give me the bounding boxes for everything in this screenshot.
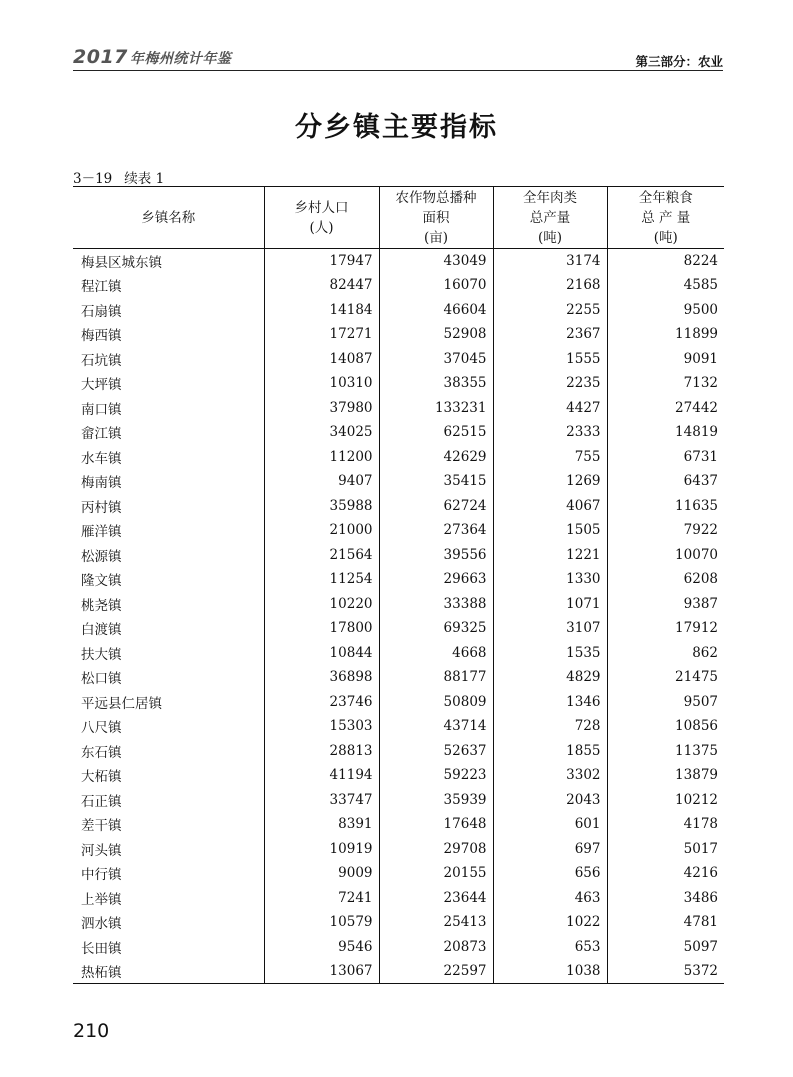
grain-output: 4585	[607, 273, 724, 298]
table-row	[73, 714, 724, 739]
sown-area: 42629	[379, 445, 493, 470]
sown-area: 29663	[379, 567, 493, 592]
yearbook-name: 年梅州统计年鉴	[129, 51, 232, 67]
table-number: 3－19	[73, 171, 113, 187]
rural-population: 10844	[264, 641, 379, 666]
meat-output: 601	[493, 812, 607, 837]
rural-population: 21564	[264, 543, 379, 568]
rural-population: 14087	[264, 347, 379, 372]
township-name: 差干镇	[81, 818, 122, 835]
rural-population: 10220	[264, 592, 379, 617]
township-name: 八尺镇	[81, 720, 122, 737]
township-name: 长田镇	[81, 940, 122, 957]
grain-output: 6208	[607, 567, 724, 592]
sown-area: 52908	[379, 322, 493, 347]
rural-population: 9407	[264, 469, 379, 494]
table-row	[73, 396, 724, 421]
rural-population: 17947	[264, 249, 379, 274]
sown-area: 33388	[379, 592, 493, 617]
meat-output: 1269	[493, 469, 607, 494]
township-name: 河头镇	[81, 842, 122, 859]
column-header-line: 总产量	[529, 209, 571, 226]
sown-area: 27364	[379, 518, 493, 543]
grain-output-header	[607, 187, 724, 249]
township-name: 大坪镇	[81, 377, 122, 394]
rural-population: 35988	[264, 494, 379, 519]
table-row	[73, 665, 724, 690]
grain-output: 9500	[607, 298, 724, 323]
township-name: 丙村镇	[81, 499, 122, 516]
table-row	[73, 861, 724, 886]
rural-population: 9009	[264, 861, 379, 886]
sown-area: 35939	[379, 788, 493, 813]
meat-output: 4067	[493, 494, 607, 519]
page-number: 210	[73, 1020, 110, 1042]
township-name: 扶大镇	[81, 646, 122, 663]
grain-output: 11899	[607, 322, 724, 347]
rural-population: 23746	[264, 690, 379, 715]
township-name: 石扇镇	[81, 303, 122, 320]
rural-population: 7241	[264, 886, 379, 911]
grain-output: 10212	[607, 788, 724, 813]
grain-output: 4178	[607, 812, 724, 837]
rural-population: 37980	[264, 396, 379, 421]
township-name: 石坑镇	[81, 352, 122, 369]
grain-output: 4216	[607, 861, 724, 886]
meat-output: 1555	[493, 347, 607, 372]
table-row	[73, 739, 724, 764]
township-name: 南口镇	[81, 401, 122, 418]
rural-population: 9546	[264, 935, 379, 960]
rural-population: 82447	[264, 273, 379, 298]
sown-area: 25413	[379, 910, 493, 935]
meat-output: 656	[493, 861, 607, 886]
column-header-line: 全年粮食	[638, 189, 693, 206]
sown-area: 37045	[379, 347, 493, 372]
township-name: 梅西镇	[81, 328, 122, 345]
meat-output: 1535	[493, 641, 607, 666]
meat-output: 2168	[493, 273, 607, 298]
meat-output: 4427	[493, 396, 607, 421]
rural-population: 28813	[264, 739, 379, 764]
sown-area: 20873	[379, 935, 493, 960]
grain-output: 27442	[607, 396, 724, 421]
township-name: 程江镇	[81, 279, 122, 296]
table-row	[73, 543, 724, 568]
township-name: 水车镇	[81, 450, 122, 467]
table-row	[73, 371, 724, 396]
grain-output: 13879	[607, 763, 724, 788]
township-name: 大柘镇	[81, 769, 122, 786]
sown-area: 43049	[379, 249, 493, 274]
table-header-row	[73, 187, 724, 249]
township-name: 上举镇	[81, 891, 122, 908]
grain-output: 5017	[607, 837, 724, 862]
rural-population: 11200	[264, 445, 379, 470]
sown-area: 46604	[379, 298, 493, 323]
column-header-line: (吨)	[653, 229, 678, 246]
yearbook-year: 2017	[73, 46, 128, 68]
meat-output-header	[493, 187, 607, 249]
sown-area: 52637	[379, 739, 493, 764]
meat-output: 2043	[493, 788, 607, 813]
meat-output: 2255	[493, 298, 607, 323]
table-row	[73, 763, 724, 788]
table-caption	[73, 167, 164, 187]
sown-area: 38355	[379, 371, 493, 396]
township-name: 泗水镇	[81, 916, 122, 933]
table-row	[73, 641, 724, 666]
rural-population: 33747	[264, 788, 379, 813]
meat-output: 3174	[493, 249, 607, 274]
column-header-line: (亩)	[423, 229, 449, 246]
rural-population: 11254	[264, 567, 379, 592]
rural-population: 36898	[264, 665, 379, 690]
township-name: 隆文镇	[81, 573, 122, 590]
rural-population: 17271	[264, 322, 379, 347]
table-row	[73, 788, 724, 813]
rural-population: 8391	[264, 812, 379, 837]
grain-output: 6731	[607, 445, 724, 470]
table-continuation: 续表 1	[124, 171, 165, 187]
table-row	[73, 322, 724, 347]
table-row	[73, 690, 724, 715]
sown-area: 22597	[379, 959, 493, 984]
table-row	[73, 249, 724, 274]
rural-population: 15303	[264, 714, 379, 739]
column-header-line: 农作物总播种	[395, 189, 477, 206]
grain-output: 10856	[607, 714, 724, 739]
column-header-line: 面积	[422, 209, 450, 226]
column-header-line: 乡村人口	[294, 199, 349, 216]
meat-output: 2235	[493, 371, 607, 396]
grain-output: 8224	[607, 249, 724, 274]
table-row	[73, 420, 724, 445]
meat-output: 1330	[493, 567, 607, 592]
sown-area: 39556	[379, 543, 493, 568]
township-name: 平远县仁居镇	[81, 695, 162, 712]
township-name: 石正镇	[81, 793, 122, 810]
township-name: 梅县区城东镇	[81, 255, 162, 271]
sown-area: 35415	[379, 469, 493, 494]
column-header-line: 总 产 量	[641, 209, 691, 226]
meat-output: 463	[493, 886, 607, 911]
meat-output: 1505	[493, 518, 607, 543]
sown-area: 16070	[379, 273, 493, 298]
grain-output: 5372	[607, 959, 724, 984]
sown-area: 23644	[379, 886, 493, 911]
meat-output: 1221	[493, 543, 607, 568]
table-row	[73, 837, 724, 862]
grain-output: 6437	[607, 469, 724, 494]
running-header	[73, 44, 723, 71]
township-name-header	[73, 187, 264, 249]
grain-output: 9387	[607, 592, 724, 617]
table-row	[73, 592, 724, 617]
sown-area: 43714	[379, 714, 493, 739]
rural-population: 34025	[264, 420, 379, 445]
table-row	[73, 567, 724, 592]
sown-area: 20155	[379, 861, 493, 886]
meat-output: 4829	[493, 665, 607, 690]
column-header-line: 全年肉类	[523, 189, 577, 206]
table-row	[73, 616, 724, 641]
meat-output: 697	[493, 837, 607, 862]
grain-output: 14819	[607, 420, 724, 445]
township-name: 松口镇	[81, 671, 122, 688]
sown-area: 88177	[379, 665, 493, 690]
meat-output: 1855	[493, 739, 607, 764]
township-name: 中行镇	[81, 867, 122, 884]
meat-output: 2333	[493, 420, 607, 445]
meat-output: 3302	[493, 763, 607, 788]
township-name: 梅南镇	[81, 475, 122, 492]
meat-output: 1346	[493, 690, 607, 715]
grain-output: 3486	[607, 886, 724, 911]
page-title: 分乡镇主要指标	[295, 112, 498, 143]
table-row	[73, 812, 724, 837]
township-name: 白渡镇	[81, 622, 122, 639]
grain-output: 11375	[607, 739, 724, 764]
grain-output: 5097	[607, 935, 724, 960]
section-label: 第三部分：农业	[635, 54, 723, 69]
meat-output: 2367	[493, 322, 607, 347]
grain-output: 862	[607, 641, 724, 666]
sown-area: 133231	[379, 396, 493, 421]
township-indicators-table	[73, 186, 724, 984]
meat-output: 3107	[493, 616, 607, 641]
grain-output: 10070	[607, 543, 724, 568]
table-row	[73, 273, 724, 298]
grain-output: 9091	[607, 347, 724, 372]
rural-population: 17800	[264, 616, 379, 641]
grain-output: 17912	[607, 616, 724, 641]
table-row	[73, 886, 724, 911]
sown-area: 29708	[379, 837, 493, 862]
table-row	[73, 959, 724, 984]
rural-population: 41194	[264, 763, 379, 788]
table-row	[73, 910, 724, 935]
township-name: 畲江镇	[81, 426, 122, 443]
rural-population: 10579	[264, 910, 379, 935]
sown-area: 50809	[379, 690, 493, 715]
rural-population: 13067	[264, 959, 379, 984]
rural-population: 10310	[264, 371, 379, 396]
township-name: 桃尧镇	[81, 597, 122, 614]
table-row	[73, 347, 724, 372]
grain-output: 21475	[607, 665, 724, 690]
column-header-line: (吨)	[537, 229, 563, 246]
sown-area: 62515	[379, 420, 493, 445]
meat-output: 728	[493, 714, 607, 739]
township-name: 东石镇	[81, 744, 122, 761]
meat-output: 653	[493, 935, 607, 960]
table-row	[73, 298, 724, 323]
table-row	[73, 445, 724, 470]
township-name: 松源镇	[81, 548, 122, 565]
meat-output: 1038	[493, 959, 607, 984]
table-row	[73, 518, 724, 543]
sown-area: 4668	[379, 641, 493, 666]
table-row	[73, 469, 724, 494]
table-row	[73, 935, 724, 960]
table-row	[73, 494, 724, 519]
sown-area: 17648	[379, 812, 493, 837]
grain-output: 7132	[607, 371, 724, 396]
grain-output: 7922	[607, 518, 724, 543]
table-body	[73, 249, 724, 984]
yearbook-brand	[73, 46, 231, 68]
sown-area-header	[379, 187, 493, 249]
grain-output: 11635	[607, 494, 724, 519]
township-name: 热柘镇	[73, 959, 264, 984]
meat-output: 1022	[493, 910, 607, 935]
column-header-line: (人)	[309, 219, 334, 236]
grain-output: 9507	[607, 690, 724, 715]
meat-output: 755	[493, 445, 607, 470]
sown-area: 69325	[379, 616, 493, 641]
rural-population-header	[264, 187, 379, 249]
rural-population: 21000	[264, 518, 379, 543]
sown-area: 62724	[379, 494, 493, 519]
rural-population: 10919	[264, 837, 379, 862]
rural-population: 14184	[264, 298, 379, 323]
sown-area: 59223	[379, 763, 493, 788]
meat-output: 1071	[493, 592, 607, 617]
column-header-line: 乡镇名称	[141, 209, 196, 226]
grain-output: 4781	[607, 910, 724, 935]
township-name: 雁洋镇	[81, 524, 122, 541]
